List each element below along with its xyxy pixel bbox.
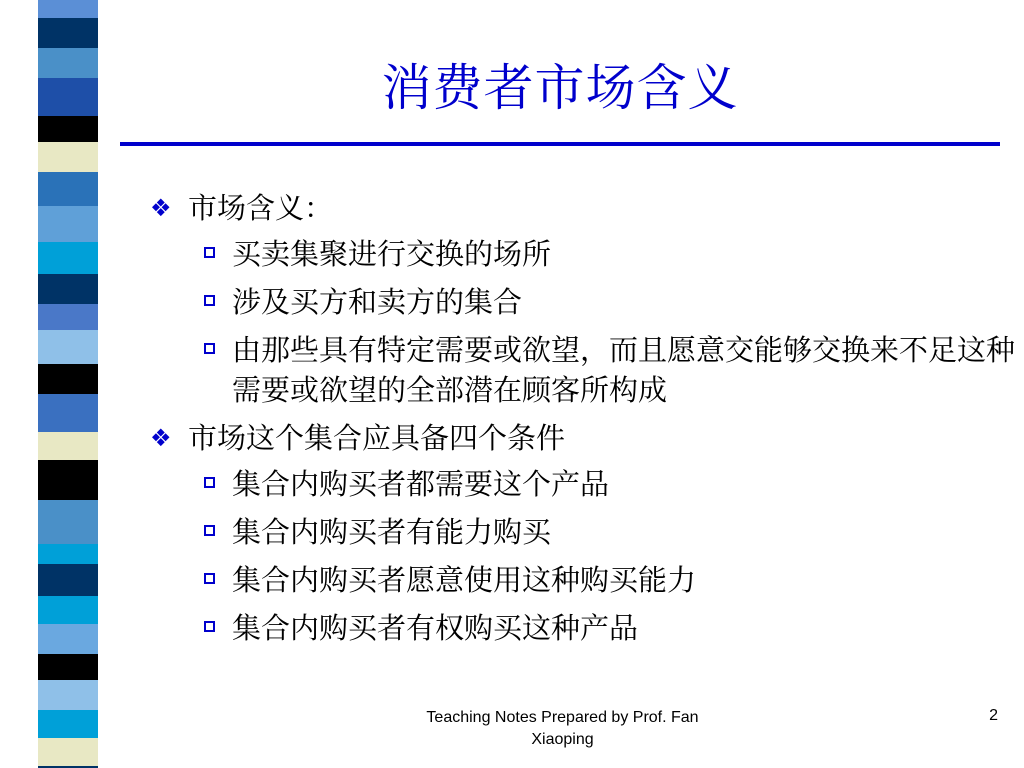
- stripe-block: [38, 206, 98, 242]
- diamond-cluster-icon: ❖: [150, 424, 172, 452]
- hollow-square-icon: [204, 295, 215, 306]
- bullet-text: 集合内购买者有能力购买: [232, 515, 552, 549]
- bullet-level1: [148, 188, 978, 228]
- bullet-text: 集合内购买者有权购买这种产品: [232, 611, 639, 645]
- stripe-block: [38, 78, 98, 116]
- stripe-block: [38, 364, 98, 394]
- bullet-level2: [148, 464, 978, 504]
- bullet-text: 市场这个集合应具备四个条件: [188, 421, 566, 455]
- stripe-block: [38, 242, 98, 274]
- hollow-square-icon: [204, 621, 215, 632]
- bullet-level2: [148, 512, 978, 552]
- bullet-text: 集合内购买者都需要这个产品: [232, 467, 610, 501]
- footer-note: Teaching Notes Prepared by Prof. Fan Xiaoping: [426, 709, 699, 748]
- stripe-block: [38, 142, 98, 172]
- bullet-text: 集合内购买者愿意使用这种购买能力: [232, 563, 697, 597]
- stripe-block: [38, 0, 98, 18]
- slide-content: [148, 188, 1016, 656]
- bullet-level2: [148, 560, 978, 600]
- stripe-block: [38, 738, 98, 766]
- stripe-block: [38, 116, 98, 142]
- stripe-block: [38, 680, 98, 710]
- hollow-square-icon: [204, 477, 215, 488]
- hollow-square-icon: [204, 343, 215, 354]
- stripe-block: [38, 48, 98, 78]
- bullet-level2: [148, 330, 1024, 410]
- bullet-text: 市场含义：: [188, 191, 334, 225]
- stripe-block: [38, 596, 98, 624]
- hollow-square-icon: [204, 573, 215, 584]
- stripe-block: [38, 432, 98, 460]
- stripe-block: [38, 544, 98, 564]
- bullet-text: 买卖集聚进行交换的场所: [232, 237, 552, 271]
- stripe-block: [38, 274, 98, 304]
- stripe-block: [38, 654, 98, 680]
- stripe-block: [38, 564, 98, 596]
- bullet-level1: [148, 418, 978, 458]
- page-number: 2: [989, 707, 998, 724]
- stripe-block: [38, 500, 98, 544]
- stripe-block: [38, 460, 98, 500]
- stripe-block: [38, 18, 98, 48]
- bullet-level2: [148, 234, 978, 274]
- hollow-square-icon: [204, 247, 215, 258]
- stripe-block: [38, 624, 98, 654]
- decorative-stripe-band: [38, 0, 98, 768]
- slide-title: 消费者市场含义: [381, 59, 739, 117]
- bullet-text: 由那些具有特定需要或欲望，而且愿意交能够交换来不足这种需要或欲望的全部潜在顾客所构成: [232, 333, 1016, 407]
- stripe-block: [38, 330, 98, 364]
- bullet-level2: [148, 282, 978, 322]
- title-underline: [120, 142, 1000, 146]
- stripe-block: [38, 304, 98, 330]
- hollow-square-icon: [204, 525, 215, 536]
- stripe-block: [38, 710, 98, 738]
- stripe-block: [38, 172, 98, 206]
- bullet-level2: [148, 608, 978, 648]
- stripe-block: [38, 394, 98, 432]
- diamond-cluster-icon: ❖: [150, 194, 172, 222]
- bullet-text: 涉及买方和卖方的集合: [232, 285, 523, 319]
